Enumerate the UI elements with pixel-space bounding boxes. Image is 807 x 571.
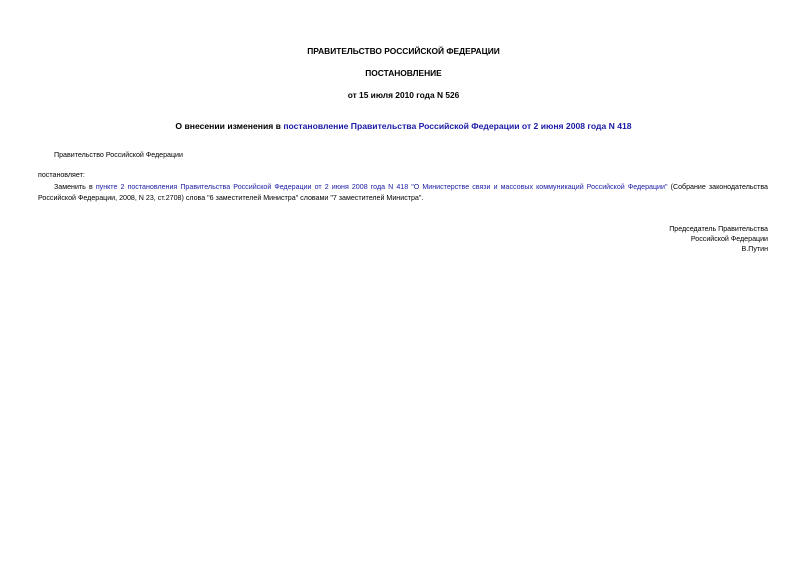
decree-paragraph [38,182,768,204]
decree-rest: (Собрание законодательства [667,183,768,191]
decrees-text: постановляет: [38,171,85,179]
decree-paragraph-line-1 [38,182,768,193]
document-date-number: от 15 июля 2010 года N 526 [347,90,460,100]
intro-text: Правительство Российской Федерации [54,151,183,159]
paragraph-link[interactable]: пункте 2 постановления Правительства Российской Федерации от 2 июня 2008 года N 418 "О Министерстве связи и массовых коммуникаций Российской Федерации" [95,183,668,191]
signature-position-line2: Российской Федерации [690,235,768,243]
government-heading: ПРАВИТЕЛЬСТВО РОССИЙСКОЙ ФЕДЕРАЦИИ [307,46,500,56]
decree-paragraph-line-2: Российской Федерации, 2008, N 23, ст.2708) слова "6 заместителей Министра" словами "7 заместителей Министра". [38,194,424,202]
signature-name: В.Путин [741,245,768,253]
document-type: ПОСТАНОВЛЕНИЕ [365,68,442,78]
decree-start: Заменить в [54,183,96,191]
title-link[interactable]: постановление Правительства Российской Федерации от 2 июня 2008 года N 418 [283,121,632,131]
document-title [0,121,807,131]
signature-position-line1: Председатель Правительства [669,225,768,233]
document-title-prefix: О внесении изменения в [175,121,284,131]
